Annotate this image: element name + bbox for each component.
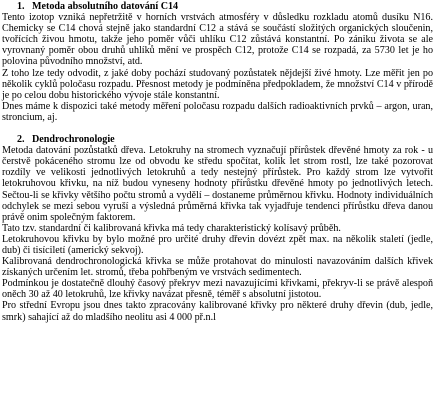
section-title: Metoda absolutního datování C14 xyxy=(32,1,179,12)
paragraph: Tato tzv. standardní či kalibrovaná křivka má tedy charakteristický kolísavý průběh. xyxy=(2,222,341,234)
section-heading-dendrochronology xyxy=(2,134,433,145)
paragraph: Pro střední Evropu jsou dnes takto zpracovány kalibrované křivky pro některé druhy dřevin (dub, jedle, smrk) sahající až do mladšího neolitu asi 4 000 př.n.l xyxy=(2,300,433,323)
paragraph: Letokruhovou křivku by bylo možné pro určité druhy dřevin dovézt zpět max. na několik staletí (jedle, dub) či tisíciletí (americký sekvoj). xyxy=(2,233,433,256)
paragraph: Dnes máme k dispozici také metody měření poločasu rozpadu dalších radioaktivních prvků – argon, uran, stroncium, aj. xyxy=(2,100,433,123)
paragraph: Metoda datování pozůstatků dřeva. Letokruhy na stromech vyznačují přírůstek dřevěné hmoty za rok - u čerstvě pokáceného stromu lze od obvodu ke středu spočítat, kolik let strom rostl, lze také pozorovat rozdíly ve velikosti jednotlivých letokruhů a tedy nestejný přírůstek. Pro každý strom lze vytvořit letokruhovou křivku, na níž budou vyneseny hodnoty přírůstku dřevěné hmoty po jednotlivých letech. Sečtou-li se křivky většího počtu stromů a vydělí – dostaneme průměrnou křivku. Hodnoty individuálních odchylek se mezi sebou vyruší a výsledná průměrná křivka tak vyjadřuje tendenci přírůstku dřeva danou právě onim společným faktorem. xyxy=(2,145,433,223)
paragraph: Z toho lze tedy odvodit, z jaké doby pochází studovaný pozůstatek nějdejší živé hmoty. Lze měřit jen po několik cyklů poločasu rozpadu. Přesnost metody je podmíněna předpokladem, že množství C14 v přírodě je po celou dobu historického vývoje stále konstantní. xyxy=(2,67,433,101)
section-number: 2. xyxy=(17,134,25,146)
section-heading-c14 xyxy=(2,1,433,12)
paragraph: Podmínkou je dostatečně dlouhý časový překryv mezi navazujícími křivkami, překryv-li se právě alespoň oněch 30 až 40 letokruhů, lze křivky navázat přesně, téměř s absolutní jistotou. xyxy=(2,278,433,301)
paragraph: Kalibrovaná dendrochronologická křivka se může protahovat do minulosti navazováním dalších křivek získaných určením let. stromů, třeba pohřbeným ve vrstvách sedimentech. xyxy=(2,256,433,279)
section-number: 1. xyxy=(17,1,25,12)
paragraph: Tento izotop vzniká nepřetržitě v horních vrstvách atmosféry v důsledku rozkladu atomů dusíku N16. Chemicky se C14 chová stejně jako standardní C12 a stává se součástí složitých organických sloučenin, tvořících živou hmotu, takže jeho poměr vůči uhlíku C12 zůstává konstantní. Po zániku života se ale vyrovnaný poměr obou druhů uhlíků mění ve prospěch C12, protože C14 se rozpadá, za 5730 let je ho polovina původního množství, atd. xyxy=(2,12,433,68)
spacer xyxy=(2,123,433,134)
section-title: Dendrochronologie xyxy=(32,134,115,146)
